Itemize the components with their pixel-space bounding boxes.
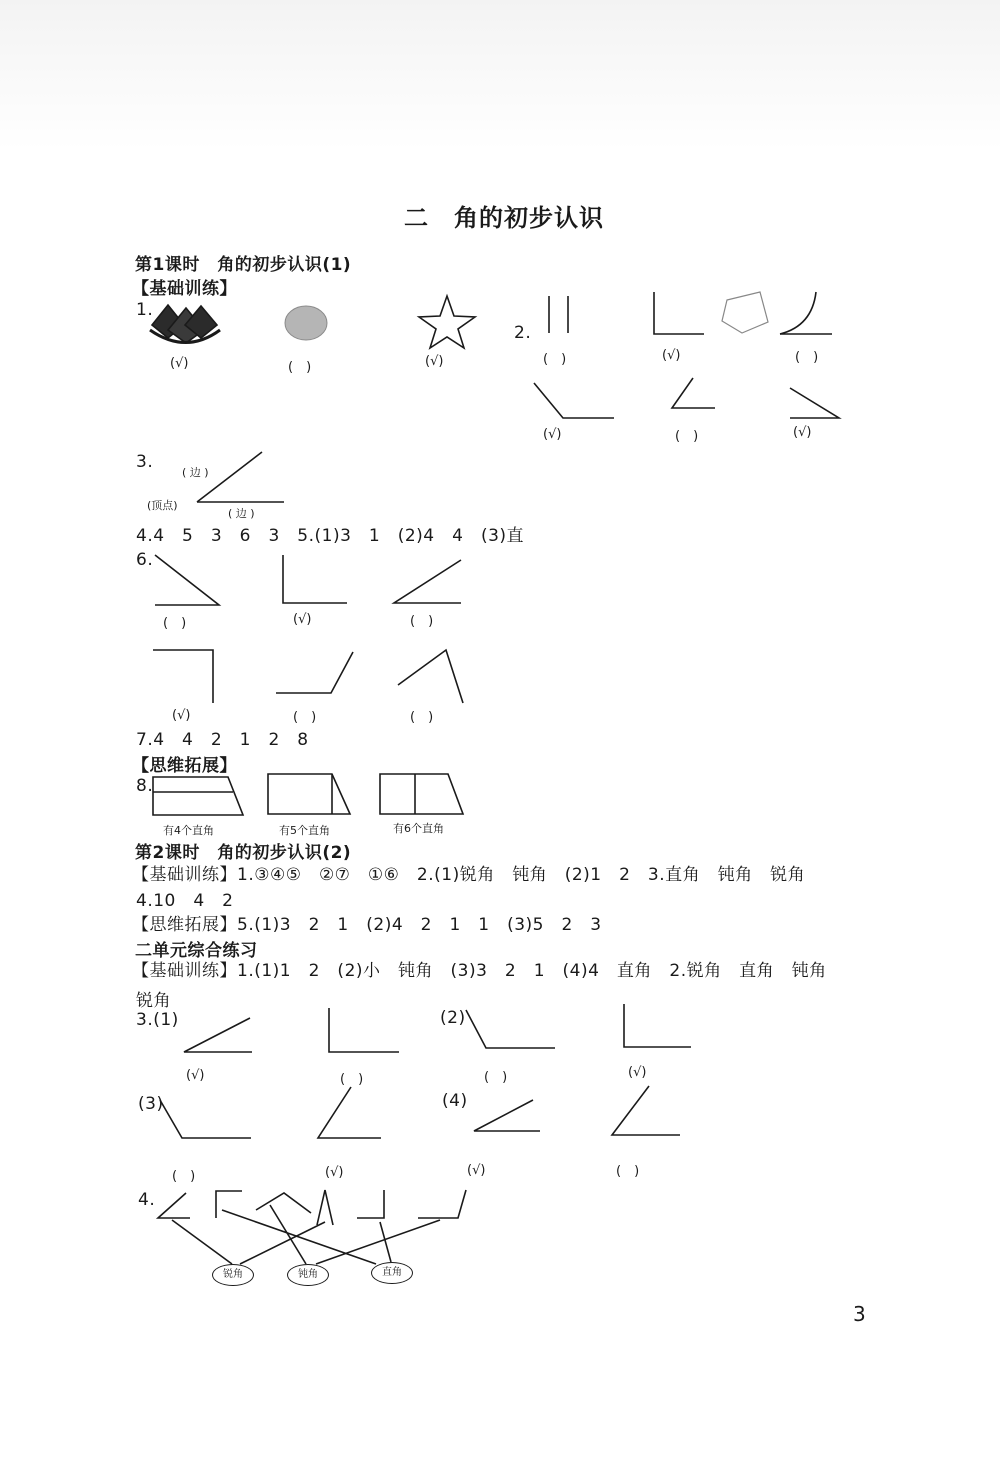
q3-side-bottom: ( 边 )	[228, 507, 255, 520]
oval-right: 直角	[371, 1262, 413, 1284]
unit-q3-answer-r2-4: ( )	[616, 1164, 640, 1179]
q3-number: 3.	[136, 452, 154, 472]
oval-obtuse: 钝角	[287, 1264, 329, 1286]
unit-q3-answer-r1-2: ( )	[340, 1072, 364, 1087]
unit-heading: 二单元综合练习	[135, 941, 258, 961]
unit-q3-sub-4: (4)	[442, 1091, 468, 1111]
unit-q3-number: 3.(1)	[136, 1010, 179, 1030]
unit-line1: 【基础训练】1.(1)1 2 (2)小 钝角 (3)3 2 1 (4)4 直角 2.锐角 直角 钝角	[132, 961, 827, 981]
lesson1-basic-label: 【基础训练】	[132, 279, 237, 299]
page-title: 二 角的初步认识	[404, 204, 604, 232]
q2-answer-r1-1: ( )	[543, 352, 567, 367]
q6-number: 6.	[136, 550, 154, 570]
q1-number: 1.	[136, 300, 154, 320]
q1-answer-1: (√)	[170, 356, 189, 371]
lesson2-heading: 第2课时 角的初步认识(2)	[135, 843, 352, 863]
watermelon-slices-picture	[150, 305, 220, 343]
q6-answer-r2-2: ( )	[293, 710, 317, 725]
lesson2-line2: 4.10 4 2	[136, 891, 234, 911]
unit-q3-sub-2: (2)	[440, 1008, 466, 1028]
stamp-mark	[722, 292, 768, 333]
q8-caption-1: 有4个直角	[163, 824, 214, 837]
ball-picture	[285, 306, 327, 340]
unit-q3-sub-3: (3)	[138, 1094, 164, 1114]
unit-q3-answer-r1-1: (√)	[186, 1068, 205, 1083]
q1-answer-2: ( )	[288, 360, 312, 375]
q2-answer-r2-2: ( )	[675, 429, 699, 444]
q8-caption-2: 有5个直角	[279, 824, 330, 837]
q7-answers: 7.4 4 2 1 2 8	[136, 730, 309, 750]
q8-caption-3: 有6个直角	[393, 822, 444, 835]
q3-side-top: ( 边 )	[182, 466, 209, 479]
q2-answer-r2-1: (√)	[543, 427, 562, 442]
lesson1-thinking-label: 【思维拓展】	[132, 756, 237, 776]
unit-q3-answer-r1-3: ( )	[484, 1070, 508, 1085]
q2-number: 2.	[514, 323, 532, 343]
unit-q3-answer-r2-3: (√)	[467, 1163, 486, 1178]
q8-number: 8.	[136, 776, 154, 796]
q2-answer-r2-3: (√)	[793, 425, 812, 440]
unit-q4-number: 4.	[138, 1190, 156, 1210]
oval-acute: 锐角	[212, 1264, 254, 1286]
lesson2-line3: 【思维拓展】5.(1)3 2 1 (2)4 2 1 1 (3)5 2 3	[132, 915, 602, 935]
q3-vertex: (顶点)	[147, 499, 178, 512]
q2-answer-r1-3: ( )	[795, 350, 819, 365]
page-number: 3	[853, 1302, 866, 1326]
q6-answer-r1-1: ( )	[163, 616, 187, 631]
unit-q3-answer-r1-4: (√)	[628, 1065, 647, 1080]
star-picture	[419, 296, 475, 348]
q1-answer-3: (√)	[425, 354, 444, 369]
q6-answer-r1-2: (√)	[293, 612, 312, 627]
q6-answer-r2-1: (√)	[172, 708, 191, 723]
q2-answer-r1-2: (√)	[662, 348, 681, 363]
unit-q3-answer-r2-1: ( )	[172, 1169, 196, 1184]
q6-answer-r1-3: ( )	[410, 614, 434, 629]
q4-5-answers: 4.4 5 3 6 3 5.(1)3 1 (2)4 4 (3)直	[136, 526, 525, 546]
q6-answer-r2-3: ( )	[410, 710, 434, 725]
lesson2-line1: 【基础训练】1.③④⑤ ②⑦ ①⑥ 2.(1)锐角 钝角 (2)1 2 3.直角 钝角 锐角	[132, 865, 806, 885]
lesson1-heading: 第1课时 角的初步认识(1)	[135, 255, 352, 275]
unit-q3-answer-r2-2: (√)	[325, 1165, 344, 1180]
unit-line2: 锐角	[136, 991, 171, 1011]
